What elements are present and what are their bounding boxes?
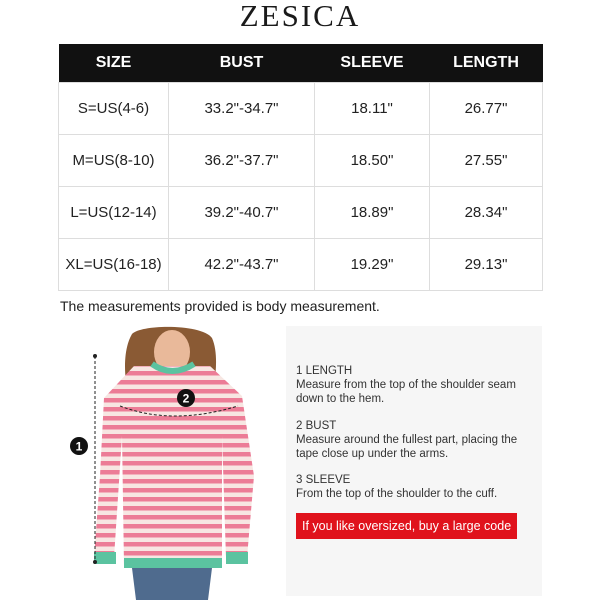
guide-length-desc: Measure from the top of the shoulder seam down to the hem.	[296, 379, 516, 405]
cell-bust: 36.2"-37.7"	[169, 135, 315, 187]
cell-size: S=US(4-6)	[59, 83, 169, 135]
guide-sleeve-desc: From the top of the shoulder to the cuff.	[296, 488, 498, 500]
guide-sleeve-title: 3 SLEEVE	[296, 474, 351, 486]
cell-size: M=US(8-10)	[59, 135, 169, 187]
header-length: LENGTH	[430, 44, 543, 83]
guide-bust-title: 2 BUST	[296, 420, 337, 432]
cell-bust: 42.2"-43.7"	[169, 239, 315, 291]
cell-size: L=US(12-14)	[59, 187, 169, 239]
model-illustration	[62, 326, 272, 600]
table-row	[59, 239, 543, 291]
header-sleeve: SLEEVE	[315, 44, 430, 83]
svg-text:2: 2	[182, 391, 190, 406]
guide-bust-desc: Measure around the fullest part, placing the tape close up under the arms.	[296, 434, 518, 460]
guide-bust	[296, 419, 536, 461]
sweater-right-cuff	[226, 552, 248, 564]
cell-length: 27.55"	[430, 135, 543, 187]
table-header-row	[59, 44, 543, 83]
cell-bust: 33.2"-34.7"	[169, 83, 315, 135]
measurement-note: The measurements provided is body measurement.	[60, 298, 380, 314]
brand-logo: ZESICA	[239, 0, 361, 33]
marker-length	[70, 437, 88, 455]
sweater-body	[94, 366, 254, 566]
guide-sleeve	[296, 473, 536, 501]
guide-length	[296, 364, 536, 406]
cell-sleeve: 18.11"	[315, 83, 430, 135]
cell-size: XL=US(16-18)	[59, 239, 169, 291]
measurement-guide-panel	[286, 326, 542, 596]
table-row	[59, 135, 543, 187]
svg-text:1: 1	[75, 439, 83, 454]
sweater-hem-trim	[124, 558, 222, 568]
table-row	[59, 83, 543, 135]
cell-bust: 39.2"-40.7"	[169, 187, 315, 239]
cell-length: 26.77"	[430, 83, 543, 135]
sweater-left-cuff	[94, 552, 116, 564]
table-row	[59, 187, 543, 239]
cell-length: 28.34"	[430, 187, 543, 239]
cell-sleeve: 19.29"	[315, 239, 430, 291]
model-jeans	[132, 568, 212, 600]
oversize-callout: If you like oversized, buy a large code	[296, 513, 517, 539]
guide-length-title: 1 LENGTH	[296, 365, 353, 377]
size-chart-table	[58, 44, 543, 291]
header-bust: BUST	[169, 44, 315, 83]
cell-sleeve: 18.50"	[315, 135, 430, 187]
marker-bust	[177, 389, 195, 407]
header-size: SIZE	[59, 44, 169, 83]
cell-length: 29.13"	[430, 239, 543, 291]
cell-sleeve: 18.89"	[315, 187, 430, 239]
